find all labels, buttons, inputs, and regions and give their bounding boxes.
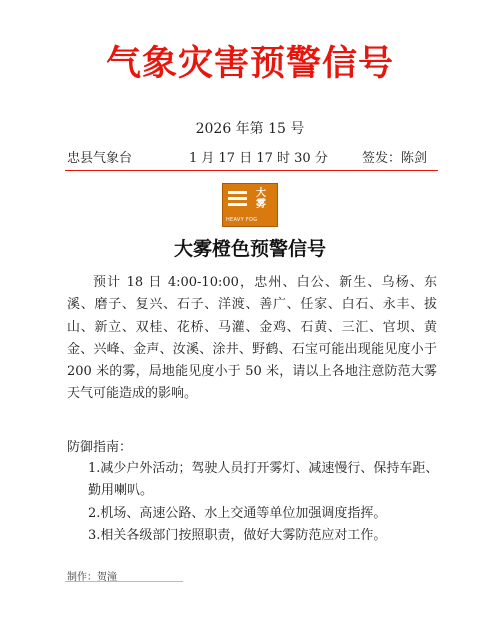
icon-sublabel: HEAVY FOG: [226, 217, 258, 223]
defense-measure-3: 3.相关各级部门按照职责，做好大雾防范应对工作。: [88, 528, 387, 543]
defense-heading: 防御指南：: [67, 440, 133, 455]
issue-datetime: 1 月 17 日 17 时 30 分: [189, 151, 328, 166]
producer-underline: [65, 581, 183, 582]
icon-char-2: 雾: [256, 199, 266, 210]
icon-label: [250, 188, 272, 210]
issue-number: 2026 年第 15 号: [195, 121, 305, 137]
icon-char-1: 大: [256, 188, 266, 199]
header-divider: [65, 170, 438, 171]
heavy-fog-orange-warning-icon: [222, 183, 278, 227]
fog-bars-icon: [228, 191, 247, 209]
forecast-body: 预计 18 日 4:00-10:00，忠州、白公、新生、乌杨、东溪、磨子、复兴、石子、洋渡、善广、任家、白石、永丰、拔山、新立、双桂、花桥、马灌、金鸡、石黄、三汇、官坝、黄金、兴峰、金声、汝溪、涂井、野鹤、石宝可能出现能见度小于 200 米的雾，局地能见度小于 50 米，请以上各地注意防范大雾天气可能造成的影响。: [67, 275, 437, 402]
document-title: 气象灾害预警信号: [105, 44, 394, 84]
defense-measure-2: 2.机场、高速公路、水上交通等单位加强调度指挥。: [88, 506, 387, 521]
defense-measure-1: 1.减少户外活动；驾驶人员打开雾灯、减速慢行、保持车距、勤用喇叭。: [88, 461, 439, 499]
signal-title: 大雾橙色预警信号: [173, 238, 326, 260]
issuing-agency: 忠县气象台: [67, 151, 133, 166]
producer: 制作：贺潼: [67, 572, 117, 583]
signer: 签发：陈剑: [362, 151, 428, 166]
